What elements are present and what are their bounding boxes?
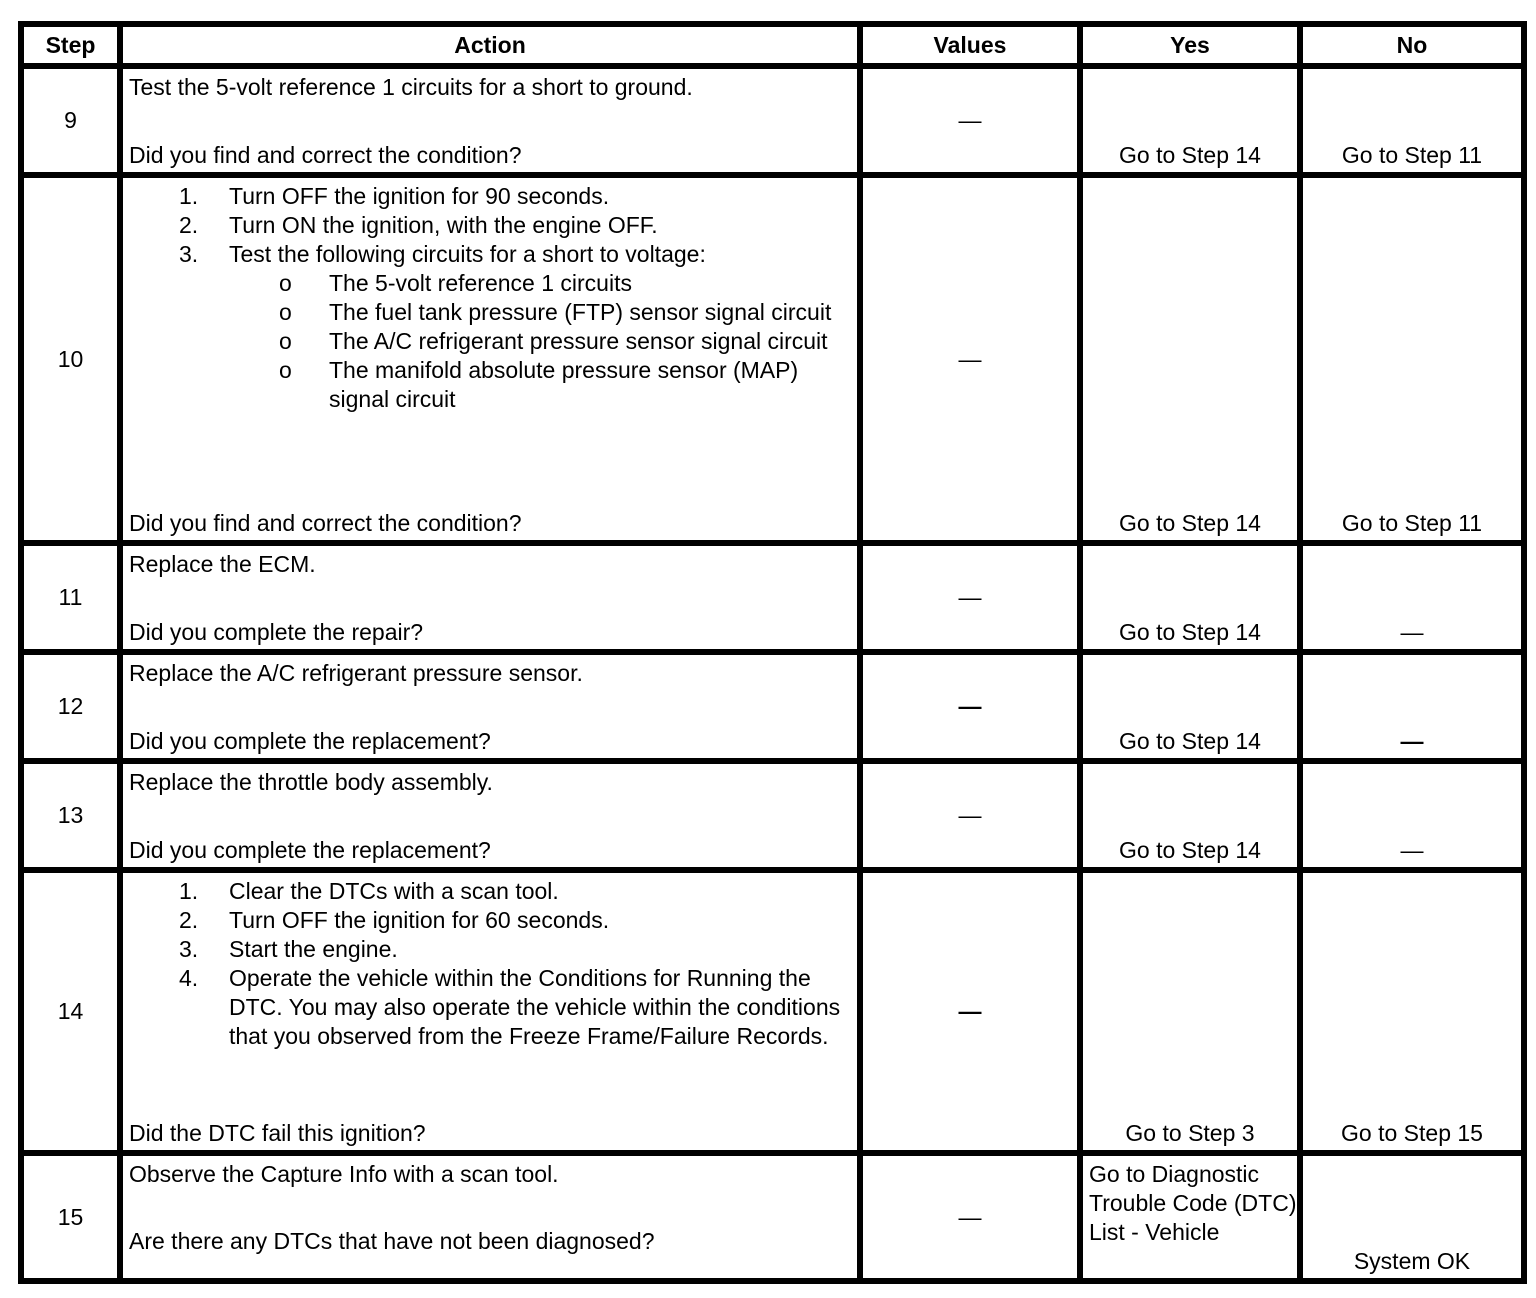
action-cell [120,175,860,543]
table-row [21,1153,1524,1281]
action-question: Did you find and correct the condition? [129,142,522,168]
list-item: 4. Operate the vehicle within the Conditions for Running the DTC. You may also operate the vehicle within the conditions that you observed from the Freeze Frame/Failure Records. [179,965,841,1049]
yes-cell: Go to Step 14 [1080,175,1300,543]
step-number: 9 [21,66,120,175]
step-number: 14 [21,870,120,1153]
list-item: 1. Clear the DTCs with a scan tool. [179,878,559,904]
action-question: Did you complete the replacement? [129,837,491,863]
action-question: Did you complete the replacement? [129,728,491,754]
action-cell [120,870,860,1153]
action-text: Replace the A/C refrigerant pressure sensor. [129,660,583,686]
header-step: Step [21,24,120,66]
yes-cell: Go to Step 3 [1080,870,1300,1153]
values-cell: — [860,543,1080,652]
yes-cell: Go to Step 14 [1080,761,1300,870]
bullet-item: o The 5-volt reference 1 circuits [279,270,632,296]
values-cell: — [860,652,1080,761]
table-row [21,175,1524,543]
bullet-item: o The manifold absolute pressure sensor (MAP) signal circuit [279,357,799,412]
bullet-item: o The A/C refrigerant pressure sensor signal circuit [279,328,828,354]
action-question: Did you find and correct the condition? [129,510,522,536]
action-cell [120,543,860,652]
list-item: 3. Test the following circuits for a short to voltage: o The 5-volt reference 1 circuits o The fuel tank pressure (FTP) sensor signal circuit o The A/C refrigerant pressure sensor signal circuit o The manifold absolute pressure sensor (MAP) signal circuit [129,240,849,414]
table-row [21,66,1524,175]
values-cell: — [860,175,1080,543]
numbered-list [129,877,849,1051]
header-values: Values [860,24,1080,66]
action-question: Did you complete the repair? [129,619,424,645]
bullet-item: o The fuel tank pressure (FTP) sensor signal circuit [279,299,832,325]
values-cell: — [860,761,1080,870]
values-cell: — [860,1153,1080,1281]
action-cell [120,761,860,870]
diagnostic-table [18,21,1527,1284]
header-row [21,24,1524,66]
table-row [21,761,1524,870]
no-cell: — [1300,761,1524,870]
action-cell [120,66,860,175]
bullet-list [229,269,849,414]
no-cell: — [1300,543,1524,652]
table-row [21,652,1524,761]
no-cell: Go to Step 15 [1300,870,1524,1153]
list-item: 3. Start the engine. [179,936,398,962]
list-item: 2. Turn OFF the ignition for 60 seconds. [179,907,610,933]
numbered-list [129,182,849,414]
values-cell: — [860,870,1080,1153]
list-item: 1. Turn OFF the ignition for 90 seconds. [179,183,610,209]
step-number: 12 [21,652,120,761]
header-yes: Yes [1080,24,1300,66]
step-number: 10 [21,175,120,543]
list-item: 2. Turn ON the ignition, with the engine OFF. [179,212,658,238]
action-cell [120,652,860,761]
table-row [21,543,1524,652]
no-cell: — [1300,652,1524,761]
step-number: 15 [21,1153,120,1281]
header-action: Action [120,24,860,66]
no-cell: Go to Step 11 [1300,175,1524,543]
action-text: Test the 5-volt reference 1 circuits for a short to ground. [129,74,693,100]
table-row [21,870,1524,1153]
header-no: No [1300,24,1524,66]
yes-cell: Go to Step 14 [1080,543,1300,652]
yes-cell: Go to Diagnostic Trouble Code (DTC) List - Vehicle [1080,1153,1300,1281]
action-cell [120,1153,860,1281]
no-cell: System OK [1300,1153,1524,1281]
action-question: Are there any DTCs that have not been diagnosed? [129,1228,655,1254]
action-text: Observe the Capture Info with a scan tool. [129,1161,559,1187]
action-text: Replace the ECM. [129,551,316,577]
yes-cell: Go to Step 14 [1080,652,1300,761]
action-text: Replace the throttle body assembly. [129,769,493,795]
step-number: 11 [21,543,120,652]
action-question: Did the DTC fail this ignition? [129,1120,426,1146]
yes-cell: Go to Step 14 [1080,66,1300,175]
step-number: 13 [21,761,120,870]
values-cell: — [860,66,1080,175]
no-cell: Go to Step 11 [1300,66,1524,175]
